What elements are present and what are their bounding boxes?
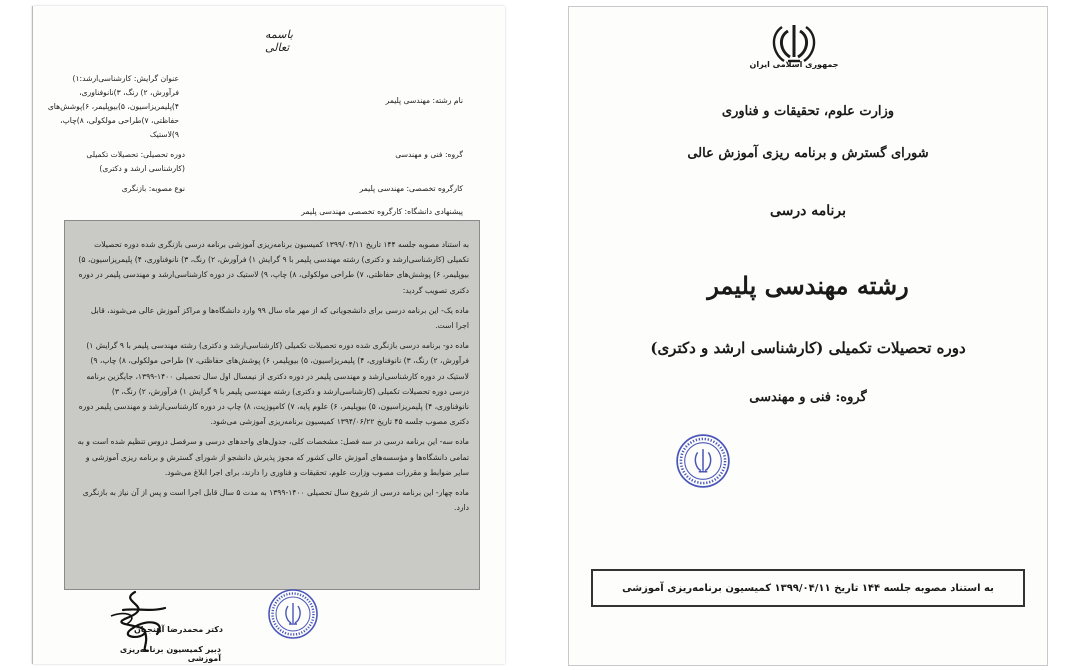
preamble-paragraph: به استناد مصوبه جلسه ۱۴۴ تاریخ ۱۳۹۹/۰۴/۱۱ کمیسیون برنامه‌ریزی آموزشی برنامه درسی بازنگری شده دوره تحصیلات تکمیلی (کارشناسی‌ارشد و دکتری) رشته مهندسی پلیمر با ۹ گرایش ۱) فرآورش، ۲) رنگ، ۳) نانوفناوری، ۴) پلیمریزاسیون، ۵) بیوپلیمر، ۶) پوشش‌های حفاظتی، ۷) طراحی مولکولی، ۸) چاپ، ۹) لاستیک در دوره کارشناسی‌ارشد و مهندسی پلیمر در دوره دکتری تصویب گردید: <box>78 240 469 295</box>
ministry-title: وزارت علوم، تحقیقات و فناوری <box>721 104 895 119</box>
article-two: ماده دو- برنامه درسی بازنگری شده دوره تحصیلات تکمیلی (کارشناسی‌ارشد و دکتری) رشته مهندسی پلیمر با ۹ گرایش ۱) فرآورش، ۲) رنگ، ۳) نانوفناوری، ۴) پلیمریزاسیون، ۵) بیوپلیمر، ۶) پوشش‌های حفاظتی، ۷) طراحی مولکولی، ۸) چاپ، ۹) لاستیک در دوره کارشناسی‌ارشد و مهندسی پلیمر در دوره دکتری از نیمسال اول سال تحصیلی ۱۴۰۰-۱۳۹۹، جایگزین برنامه درسی دوره تحصیلات تکمیلی (کارشناسی‌ارشد و دکتری) رشته مهندسی پلیمر با ۹ گرایش ۱) فرآورش، ۲) رنگ، ۳) نانوفناوری، ۴) پلیمریزاسیون، ۵) بیوپلیمر، ۶) علوم پایه، ۷) کامپوزیت، ۸) چاپ در دوره کارشناسی‌ارشد و مهندسی پلیمر دوره دکتری مصوب جلسه ۴۵ تاریخ ۱۳۹۴/۰۶/۲۲ کمیسیون برنامه‌ریزی آموزشی می‌شود. <box>78 341 469 427</box>
iran-emblem-icon <box>766 23 822 65</box>
bismillah-header: باسمه تعالی <box>265 28 293 54</box>
signer-title: دبیر کمیسیون برنامه‌ریزی آموزشی <box>119 645 221 663</box>
program-title: رشته مهندسی پلیمر <box>707 271 909 300</box>
right-cover-page <box>568 6 1048 666</box>
signer-name: دکتر محمدرضا آهنجیان <box>133 625 223 634</box>
council-title: شورای گسترش و برنامه ریزی آموزش عالی <box>687 146 929 161</box>
article-four: ماده چهار- این برنامه درسی از شروع سال تحصیلی ۱۴۰۰-۱۳۹۹ به مدت ۵ سال قابل اجرا است و پس از آن نیاز به بازنگری دارد. <box>82 488 469 513</box>
official-seal-icon <box>267 588 319 640</box>
article-one: ماده یک- این برنامه درسی برای دانشجویانی که از مهر ماه سال ۹۹ وارد دانشگاه‌ها و مراکز آموزش عالی می‌شوند، قابل اجرا است. <box>90 305 469 331</box>
course-level: دوره تحصیلات تکمیلی (کارشناسی ارشد و دکتری) <box>650 339 966 357</box>
articles-box <box>64 220 480 590</box>
proposer-label: پیشنهادی دانشگاه: کارگروه تخصصی مهندسی پلیمر <box>301 207 463 216</box>
official-seal-icon <box>675 433 731 489</box>
program-label: برنامه درسی <box>769 203 847 219</box>
workgroup-label: کارگروه تخصصی: مهندسی پلیمر <box>359 184 463 193</box>
orientation-title: عنوان گرایش: کارشناسی‌ارشد:۱) فرآورش، ۲) رنگ، ۳)نانوفناوری، ۴)پلیمریزاسیون، ۵)بیوپلیمر، ۶)پوشش‌های حفاظتی، ۷)طراحی مولکولی، ۸)چاپ، ۹)لاستیک <box>47 74 179 139</box>
approval-type: نوع مصوبه: بازنگری <box>121 184 185 193</box>
article-three: ماده سه- این برنامه درسی در سه فصل: مشخصات کلی، جدول‌های واحدهای درسی و سرفصل دروس تنظیم شده است و به تمامی دانشگاه‌ها و مؤسسه‌های آموزش عالی کشور که مجوز پذیرش دانشجو از شورای گسترش و برنامه ریزی آموزشی و سایر ضوابط و مقررات مصوب وزارت علوم، تحقیقات و فناوری را دارند، برای اجرا ابلاغ می‌شود. <box>77 437 469 477</box>
group-label-cover: گروه: فنی و مهندسی <box>749 390 867 405</box>
left-document-page <box>32 6 505 664</box>
field-name: نام رشته: مهندسی پلیمر <box>385 96 463 105</box>
course-period: دوره تحصیلی: تحصیلات تکمیلی (کارشناسی ارشد و دکتری) <box>86 150 185 173</box>
signature-icon <box>87 588 207 652</box>
approval-footer: به استناد مصوبه جلسه ۱۴۴ تاریخ ۱۳۹۹/۰۴/۱۱ کمیسیون برنامه‌ریزی آموزشی <box>591 569 1025 607</box>
emblem-caption: جمهوری اسلامی ایران <box>749 60 839 69</box>
group-label: گروه: فنی و مهندسی <box>395 150 463 159</box>
